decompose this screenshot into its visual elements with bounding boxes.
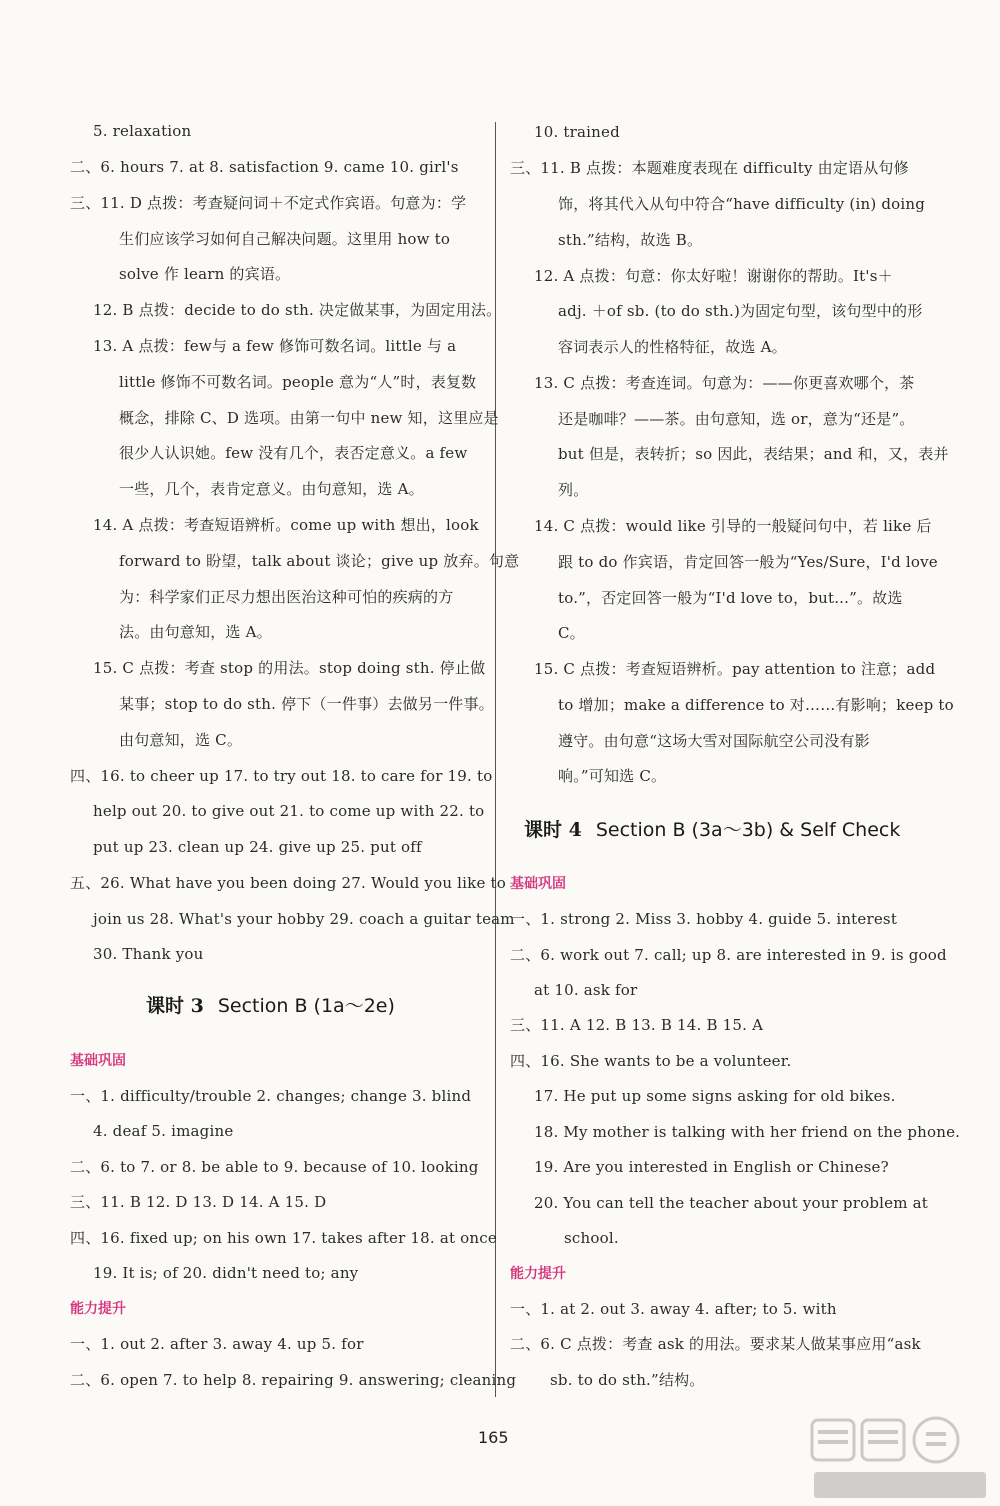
answer-line: 19. Are you interested in English or Chinese?: [534, 1158, 889, 1176]
answer-line: sth.”结构，故选 B。: [558, 231, 703, 249]
answer-line: 14. C 点拨：would like 引导的一般疑问句中，若 like 后: [534, 517, 932, 535]
answer-line: 5. relaxation: [93, 122, 192, 140]
answer-line: 15. C 点拨：考查 stop 的用法。stop doing sth. 停止做: [93, 659, 486, 677]
answer-line: 17. He put up some signs asking for old bikes.: [534, 1087, 896, 1105]
answer-line: 19. It is; of 20. didn't need to; any: [93, 1264, 359, 1282]
answer-line: 三、11. D 点拨：考查疑问词＋不定式作宾语。句意为：学: [70, 194, 467, 212]
answer-line: 遵守。由句意“这场大雪对国际航空公司没有影: [558, 732, 870, 750]
lesson-name: Section B (1a～2e): [217, 995, 395, 1017]
answer-line: 二、6. C 点拨：考查 ask 的用法。要求某人做某事应用“ask: [510, 1335, 921, 1353]
answer-line: 容词表示人的性格特征，故选 A。: [558, 338, 787, 356]
answer-line: 二、6. work out 7. call; up 8. are interested in 9. is good: [510, 946, 947, 964]
answer-line: 概念，排除 C、D 选项。由第一句中 new 知，这里应是: [119, 409, 499, 427]
answer-line: 20. You can tell the teacher about your problem at: [534, 1194, 928, 1212]
answer-line: 12. B 点拨：decide to do sth. 决定做某事，为固定用法。: [93, 301, 502, 319]
section-heading: 基础巩固: [510, 876, 566, 892]
answer-line: 三、11. B 点拨：本题难度表现在 difficulty 由定语从句修: [510, 159, 909, 177]
answer-line: 13. A 点拨：few与 a few 修饰可数名词。little 与 a: [93, 337, 457, 355]
answer-line: little 修饰不可数名词。people 意为“人”时，表复数: [119, 373, 477, 391]
answer-line: 二、6. hours 7. at 8. satisfaction 9. came 10. girl's: [70, 158, 459, 176]
answer-line: 还是咖啡？——茶。由句意知，选 or，意为“还是”。: [558, 410, 915, 428]
answer-line: put up 23. clean up 24. give up 25. put off: [93, 838, 422, 856]
answer-line: 很少人认识她。few 没有几个，表否定意义。a few: [119, 444, 468, 462]
answer-line: 一、1. out 2. after 3. away 4. up 5. for: [70, 1335, 364, 1353]
page-number: 165: [478, 1428, 509, 1447]
answer-line: 三、11. B 12. D 13. D 14. A 15. D: [70, 1193, 327, 1211]
answer-line: join us 28. What's your hobby 29. coach a guitar team: [93, 910, 515, 928]
lesson-number: 课时 3: [146, 995, 204, 1017]
answer-line: 某事；stop to do sth. 停下（一件事）去做另一件事。: [119, 695, 494, 713]
answer-line: 法。由句意知，选 A。: [119, 623, 272, 641]
answer-line: but 但是，表转折；so 因此，表结果；and 和，又，表并: [558, 445, 949, 463]
answer-line: 14. A 点拨：考查短语辨析。come up with 想出，look: [93, 516, 479, 534]
answer-line: 13. C 点拨：考查连词。句意为：——你更喜欢哪个，茶: [534, 374, 915, 392]
answer-line: 五、26. What have you been doing 27. Would you like to: [70, 874, 506, 892]
answer-line: 四、16. She wants to be a volunteer.: [510, 1052, 792, 1070]
answer-line: to 增加；make a difference to 对……有影响；keep to: [558, 696, 954, 714]
answer-line: sb. to do sth.”结构。: [550, 1371, 705, 1389]
answer-line: 二、6. to 7. or 8. be able to 9. because of 10. looking: [70, 1158, 479, 1176]
answer-line: 30. Thank you: [93, 945, 204, 963]
answer-line: 为：科学家们正尽力想出医治这种可怕的疾病的方: [119, 588, 454, 606]
answer-line: 4. deaf 5. imagine: [93, 1122, 234, 1140]
answer-line: C。: [558, 624, 585, 642]
answer-line: adj. ＋of sb. (to do sth.)为固定句型，该句型中的形: [558, 302, 923, 320]
answer-line: 15. C 点拨：考查短语辨析。pay attention to 注意；add: [534, 660, 936, 678]
answer-line: 一、1. strong 2. Miss 3. hobby 4. guide 5. interest: [510, 910, 898, 928]
answer-line: 跟 to do 作宾语，肯定回答一般为“Yes/Sure，I'd love: [558, 553, 938, 571]
answer-line: 一、1. difficulty/trouble 2. changes; change 3. blind: [70, 1087, 472, 1105]
answer-line: 生们应该学习如何自己解决问题。这里用 how to: [119, 230, 451, 248]
section-heading: 能力提升: [510, 1266, 566, 1282]
answer-line: solve 作 learn 的宾语。: [119, 265, 291, 283]
section-heading: 基础巩固: [70, 1053, 126, 1069]
watermark-logo: [808, 1414, 992, 1502]
answer-line: 10. trained: [534, 123, 620, 141]
lesson-name: Section B (3a～3b) & Self Check: [595, 819, 901, 841]
answer-line: 三、11. A 12. B 13. B 14. B 15. A: [510, 1016, 764, 1034]
answer-line: at 10. ask for: [534, 981, 638, 999]
answer-line: school.: [564, 1229, 619, 1247]
answer-line: 四、16. fixed up; on his own 17. takes after 18. at once: [70, 1229, 497, 1247]
answer-line: 列。: [558, 481, 589, 499]
answer-line: 四、16. to cheer up 17. to try out 18. to care for 19. to: [70, 767, 493, 785]
lesson-title: [146, 994, 395, 1018]
answer-line: 二、6. open 7. to help 8. repairing 9. answering; cleaning: [70, 1371, 517, 1389]
answer-line: to.”，否定回答一般为“I'd love to，but...”。故选: [558, 589, 903, 607]
answer-line: 12. A 点拨：句意：你太好啦！谢谢你的帮助。It's＋: [534, 267, 893, 285]
lesson-title: [524, 818, 900, 842]
section-heading: 能力提升: [70, 1301, 126, 1317]
answer-line: help out 20. to give out 21. to come up with 22. to: [93, 802, 485, 820]
answer-line: 一些，几个，表肯定意义。由句意知，选 A。: [119, 480, 424, 498]
lesson-number: 课时 4: [524, 819, 582, 841]
answer-line: 响。”可知选 C。: [558, 767, 667, 785]
answer-line: 18. My mother is talking with her friend on the phone.: [534, 1123, 961, 1141]
answer-line: forward to 盼望，talk about 谈论；give up 放弃。句意: [119, 552, 520, 570]
answer-line: 由句意知，选 C。: [119, 731, 243, 749]
answer-line: 饰，将其代入从句中符合“have difficulty (in) doing: [558, 195, 926, 213]
answer-line: 一、1. at 2. out 3. away 4. after; to 5. with: [510, 1300, 837, 1318]
